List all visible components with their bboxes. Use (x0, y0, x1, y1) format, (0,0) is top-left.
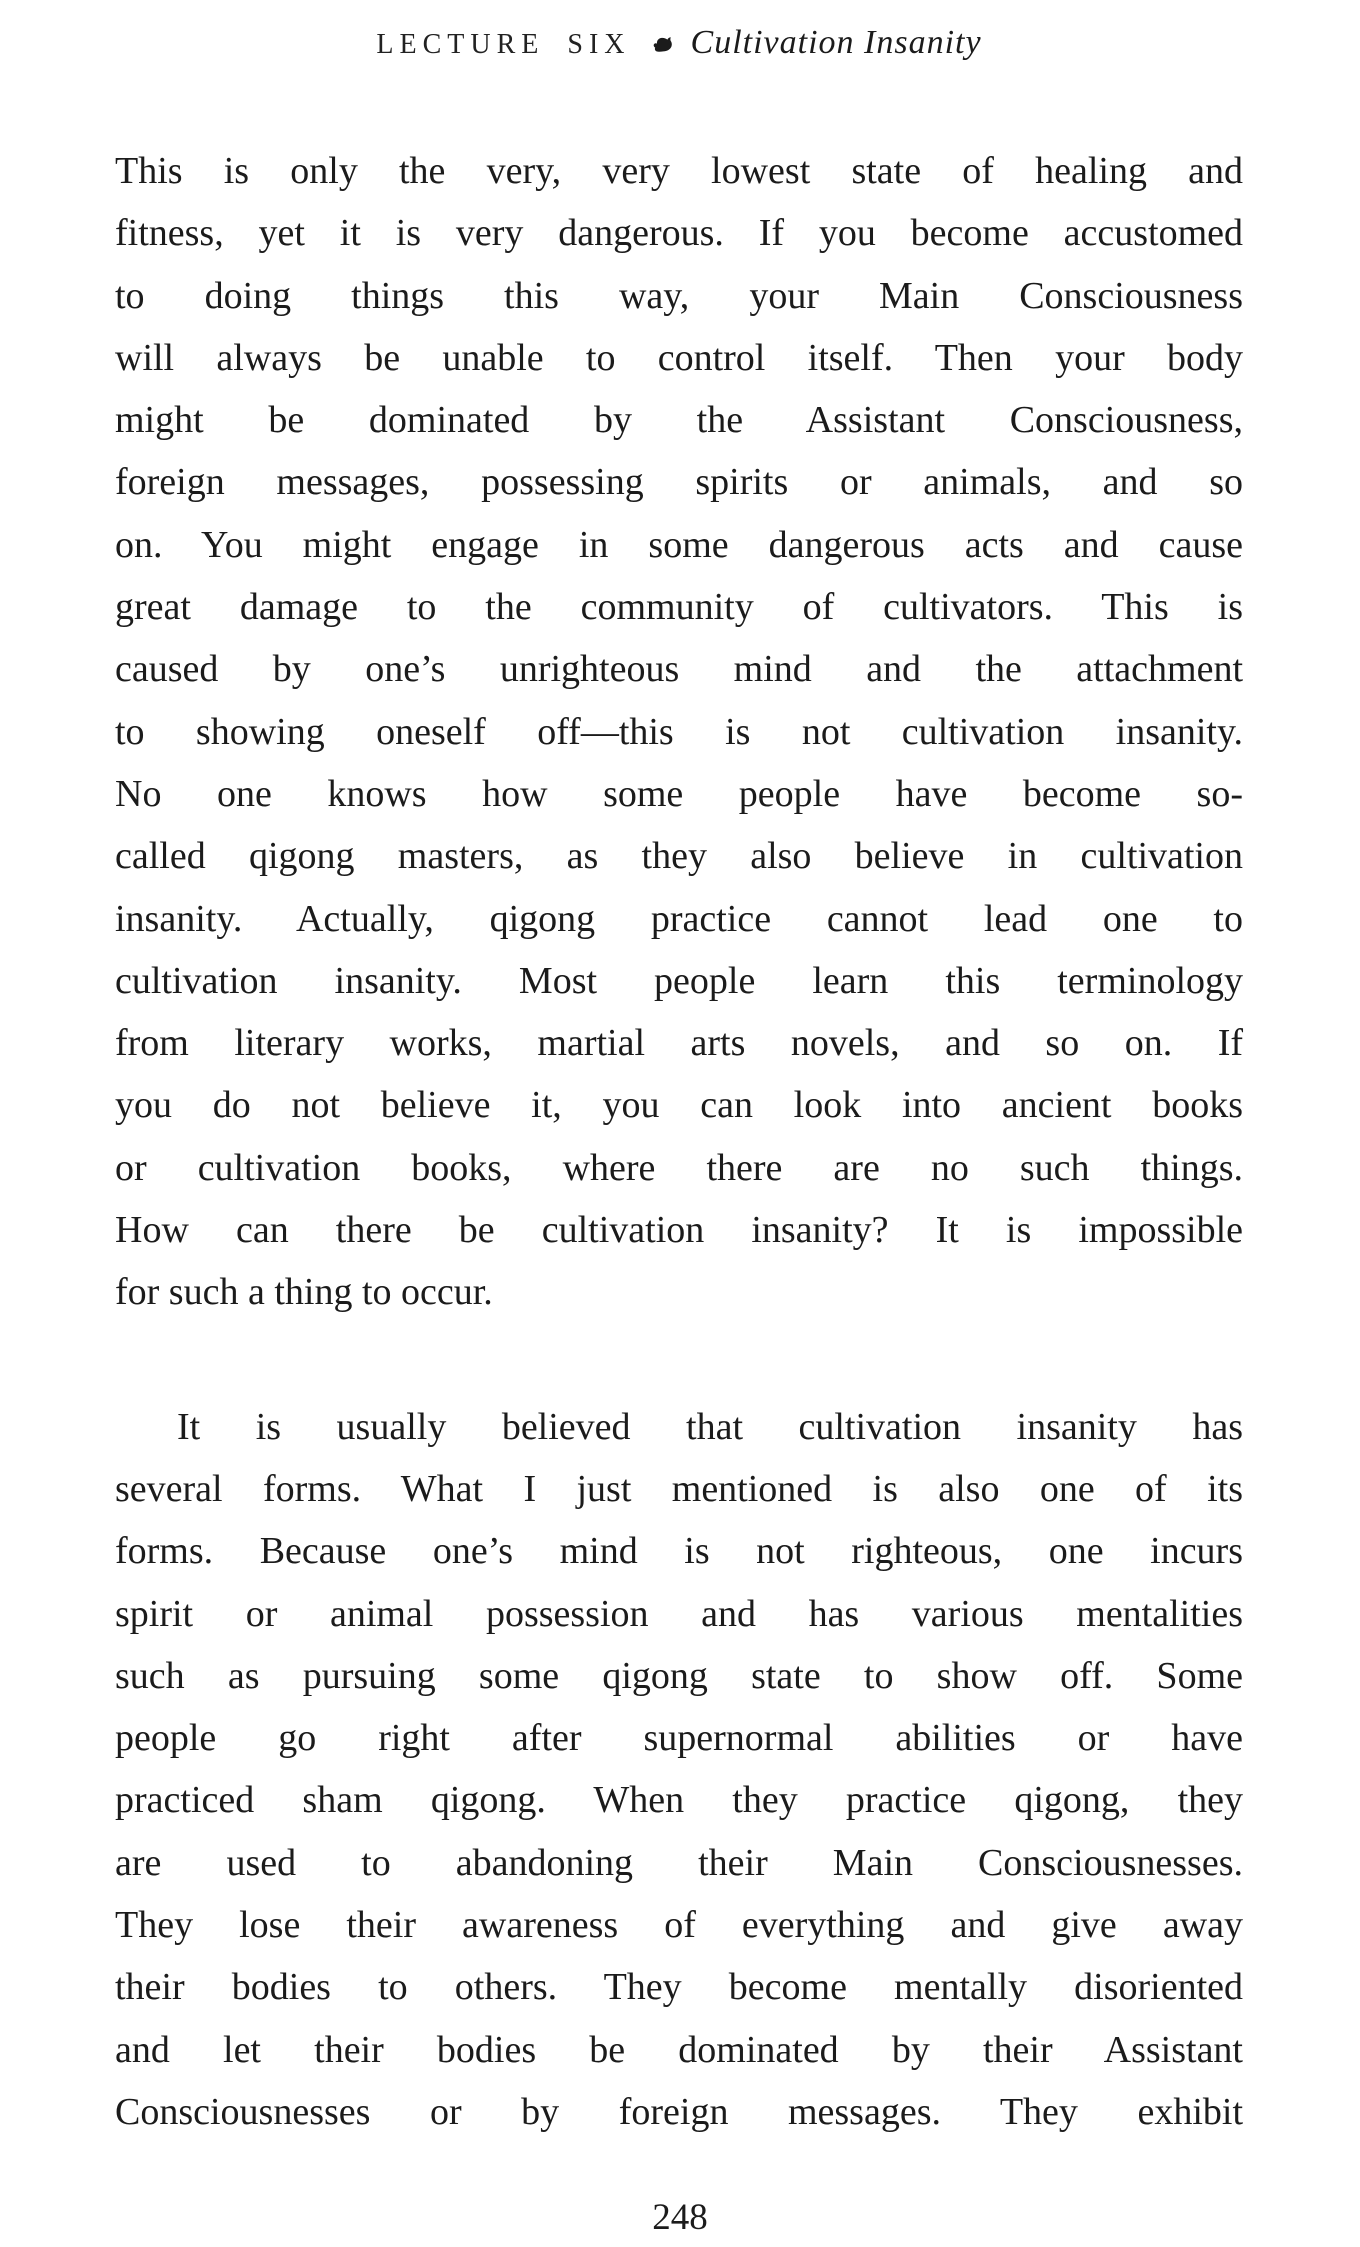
text-line: to showing oneself off—this is not cultivation insanity. (115, 710, 1243, 753)
paragraph-2 (115, 1396, 1243, 2144)
text-line: great damage to the community of cultivators. This is (115, 586, 1243, 629)
text-line: are used to abandoning their Main Consciousnesses. (115, 1841, 1243, 1884)
paragraph-1 (115, 140, 1243, 1324)
chapter-title: Cultivation Insanity (690, 24, 982, 61)
text-line: such as pursuing some qigong state to show off. Some (115, 1654, 1243, 1697)
text-line: spirit or animal possession and has various mentalities (115, 1592, 1243, 1635)
page-number: 248 (652, 2197, 708, 2238)
text-line: No one knows how some people have become so- (115, 772, 1243, 815)
text-line: cultivation insanity. Most people learn this terminology (115, 959, 1243, 1002)
text-line: called qigong masters, as they also believe in cultivation (115, 835, 1243, 878)
text-line: insanity. Actually, qigong practice cannot lead one to (115, 897, 1243, 940)
text-line: from literary works, martial arts novels, and so on. If (115, 1022, 1243, 1065)
text-line: fitness, yet it is very dangerous. If you become accustomed (115, 212, 1243, 255)
text-line: for such a thing to occur. (115, 1271, 493, 1314)
text-line: or cultivation books, where there are no such things. (115, 1146, 1243, 1189)
lecture-label: LECTURE SIX (376, 29, 631, 60)
text-line: people go right after supernormal abilities or have (115, 1717, 1243, 1760)
text-line: their bodies to others. They become mentally disoriented (115, 1966, 1243, 2009)
text-line: They lose their awareness of everything and give away (115, 1904, 1243, 1947)
text-line: foreign messages, possessing spirits or animals, and so (115, 461, 1243, 504)
text-line: practiced sham qigong. When they practice qigong, they (115, 1779, 1243, 1822)
text-line: to doing things this way, your Main Consciousness (115, 274, 1243, 317)
text-line: might be dominated by the Assistant Consciousness, (115, 399, 1243, 442)
running-head (115, 24, 1243, 62)
leaf-ornament-icon (651, 30, 675, 61)
text-line: you do not believe it, you can look into ancient books (115, 1084, 1243, 1127)
text-line: will always be unable to control itself. Then your body (115, 336, 1243, 379)
text-line: forms. Because one’s mind is not righteous, one incurs (115, 1530, 1243, 1573)
text-line: Consciousnesses or by foreign messages. They exhibit (115, 2090, 1243, 2133)
text-line: and let their bodies be dominated by their Assistant (115, 2028, 1243, 2071)
text-line: caused by one’s unrighteous mind and the attachment (115, 648, 1243, 691)
body-text (115, 140, 1243, 2143)
text-line: How can there be cultivation insanity? It is impossible (115, 1209, 1243, 1252)
text-line: This is only the very, very lowest state of healing and (115, 150, 1243, 192)
text-line: on. You might engage in some dangerous acts and cause (115, 523, 1243, 566)
text-line: several forms. What I just mentioned is also one of its (115, 1467, 1243, 1510)
text-line: It is usually believed that cultivation insanity has (177, 1405, 1243, 1448)
